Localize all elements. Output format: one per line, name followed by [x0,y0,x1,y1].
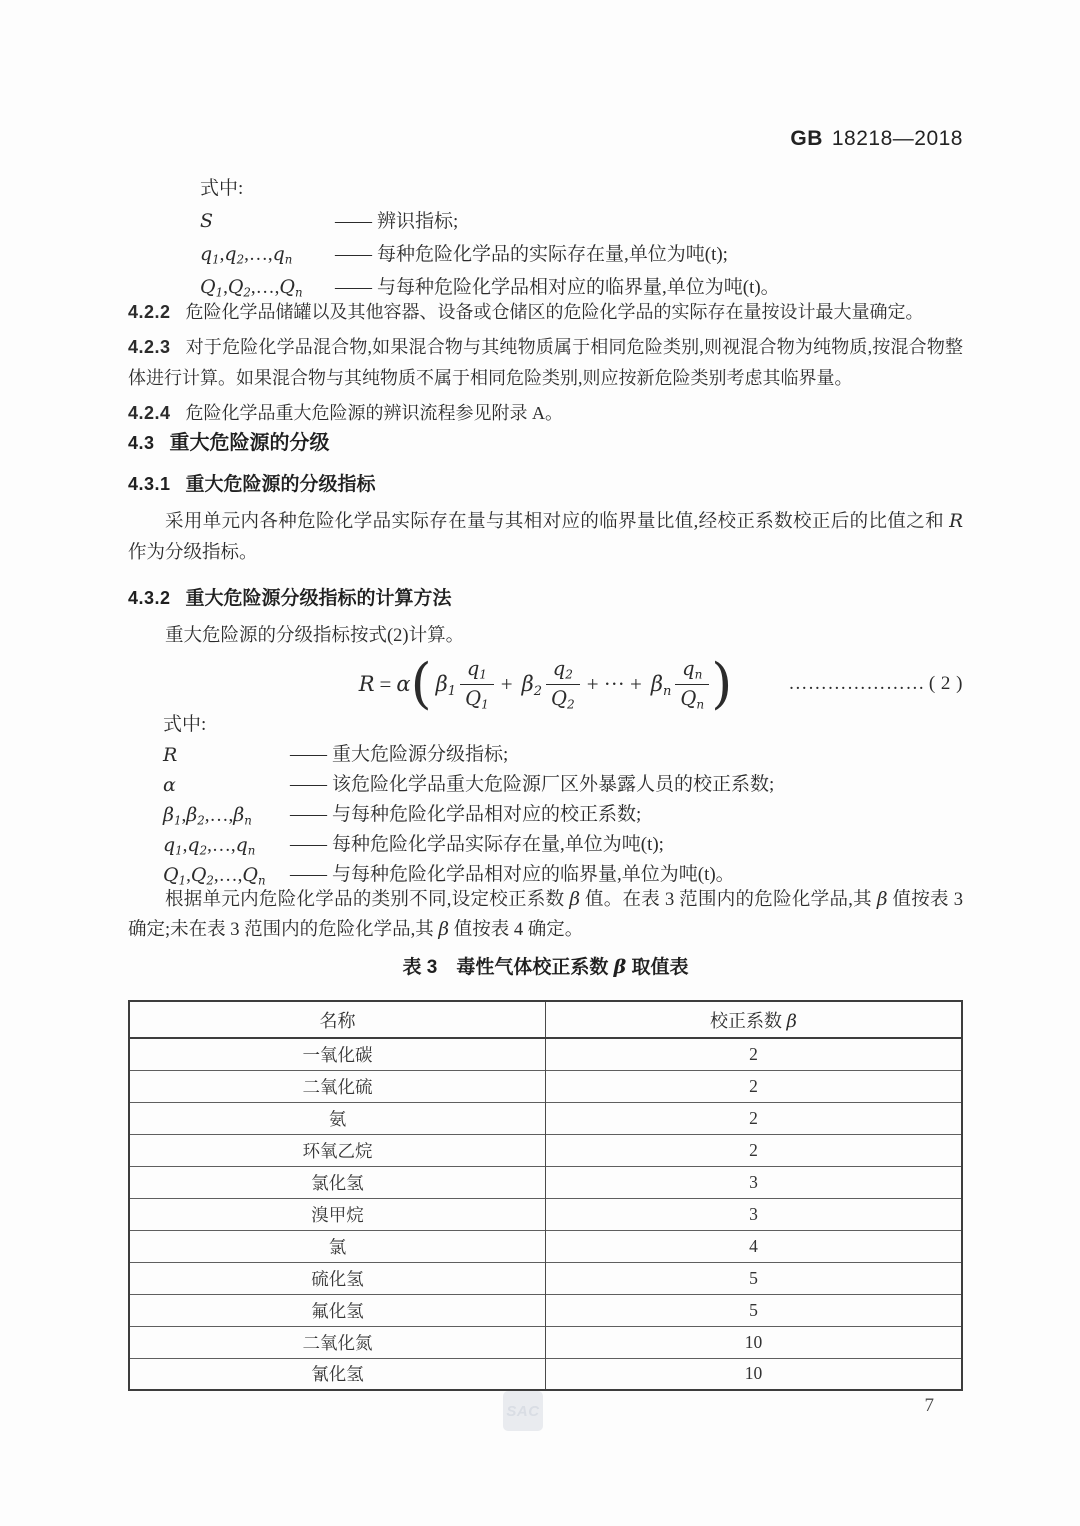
legend-desc: 与每种危险化学品相对应的校正系数; [332,804,642,825]
formula1-legend [200,172,963,304]
clause-text: 危险化学品储罐以及其他容器、设备或仓储区的危险化学品的实际存在量按设计最大量确定。 [185,302,924,322]
symbol-Q-series: $Q_1,Q_2,\dots,Q_n$ [200,276,303,300]
doc-code-number: 18218—2018 [831,127,963,150]
cell-name: 氯 [129,1230,546,1262]
table-row [129,1198,962,1230]
page-number: 7 [924,1395,934,1416]
clause-4-2-4 [128,398,963,429]
cell-beta: 3 [546,1166,963,1198]
section-heading-4-3-2 [128,583,963,610]
clauses-block [128,297,963,433]
symbol-beta-inline: β [569,889,581,910]
legend-dash: —— [335,277,371,298]
cell-name: 氯化氢 [129,1166,546,1198]
clause-text: 对于危险化学品混合物,如果混合物与其纯物质属于相同危险类别,则视混合物为纯物质,按混合物整体进行计算。如果混合物与其纯物质不属于相同危险类别,则应按新危险类别考虑其临界量。 [128,337,963,388]
equation-number-leader [788,673,963,695]
table-3-caption [128,952,963,979]
table-row [129,1326,962,1358]
cell-beta: 5 [546,1294,963,1326]
fraction-denominator: $Q_2$ [546,684,580,711]
cell-name: 氨 [129,1102,546,1134]
symbol-R-inline: R [949,511,963,532]
legend-desc: 每种危险化学品实际存在量,单位为吨(t); [332,834,664,855]
cell-beta: 2 [546,1070,963,1102]
cell-name: 二氧化硫 [129,1070,546,1102]
heading-number: 4.3 [128,433,155,453]
cdots-operator: + ··· + [586,671,642,696]
clause-text: 危险化学品重大危险源的辨识流程参见附录 A。 [185,403,564,423]
heading-title: 重大危险源分级指标的计算方法 [185,588,452,609]
watermark-badge: SAC [503,1391,543,1431]
cell-beta: 2 [546,1134,963,1166]
legend-dash: —— [290,834,326,855]
paragraph-text: 根据单元内危险化学品的类别不同,设定校正系数 [165,890,570,910]
cell-beta: 10 [546,1326,963,1358]
column-header-beta: 校正系数 β [546,1001,963,1038]
paragraph-text: 作为分级指标。 [128,543,258,563]
paragraph-text: 值按表 4 确定。 [449,920,584,940]
doc-code-prefix: GB [790,127,823,150]
legend-desc: 与每种危险化学品相对应的临界量,单位为吨(t)。 [332,864,735,885]
legend-dash: —— [290,804,326,825]
legend-desc: 与每种危险化学品相对应的临界量,单位为吨(t)。 [377,277,780,298]
alpha-coefficient: α [396,671,411,696]
cell-name: 一氧化碳 [302,1044,373,1065]
legend-dash: —— [290,774,326,795]
heading-title: 重大危险源的分级 [169,432,330,454]
cell-beta: 3 [546,1198,963,1230]
fraction-q2-Q2 [546,657,580,711]
paragraph-4-3-1 [128,506,963,569]
legend-row [163,800,963,830]
table-row [129,1038,962,1070]
heading-number: 4.3.2 [128,588,171,608]
cell-beta: 2 [546,1038,963,1070]
beta2-coefficient: $\beta_2$ [521,671,543,699]
cell-name: 氟化氢 [129,1294,546,1326]
symbol-beta-inline: β [876,889,888,910]
symbol-S: S [200,210,214,232]
legend-intro: 式中: [200,178,244,199]
formula2-legend [163,710,963,890]
table-row [129,1070,962,1102]
clause-number: 4.2.2 [128,302,171,322]
clause-number: 4.2.4 [128,403,171,423]
symbol-q-series: $q_1,q_2,\dots,q_n$ [200,243,293,267]
caption-text: 表 3 毒性气体校正系数 [402,957,614,978]
legend-intro: 式中: [163,714,207,735]
clause-number: 4.2.3 [128,337,171,357]
legend-desc: 辨识指标; [377,211,459,232]
symbol-R: R [163,744,178,766]
table-header-row [129,1001,962,1038]
legend-dash: —— [290,744,326,765]
table-row [129,1166,962,1198]
fraction-numerator: $q_n$ [682,657,703,682]
legend-row [200,238,963,271]
table-row [129,1134,962,1166]
column-header-name: 名称 [129,1001,546,1038]
legend-dash: —— [335,244,371,265]
cell-name: 硫化氢 [129,1262,546,1294]
legend-row [163,830,963,860]
fraction-numerator: $q_2$ [552,657,573,682]
plus-sign: + [500,671,513,696]
cell-name: 氰化氢 [129,1358,546,1390]
symbol-q-series: $q_1,q_2,\dots,q_n$ [163,834,256,858]
paragraph-text: 采用单元内各种危险化学品实际存在量与其相对应的临界量比值,经校正系数校正后的比值之和 [165,512,950,532]
table-row [129,1358,962,1390]
close-paren: ) [711,651,733,715]
section-heading-4-3 [128,426,963,455]
symbol-beta-inline: β [786,1010,797,1032]
table-row [129,1294,962,1326]
caption-text: 取值表 [626,957,689,978]
heading-title: 重大危险源的分级指标 [185,474,376,495]
paragraph-text: 重大危险源的分级指标按式(2)计算。 [165,626,465,646]
symbol-beta-inline: β [613,956,627,978]
table-row [129,1262,962,1294]
paragraph-beta-rule [128,885,963,945]
doc-code-header [128,127,963,151]
table-row [129,1230,962,1262]
table-3 [128,1000,963,1391]
fraction-q1-Q1 [460,657,494,711]
legend-dash: —— [290,864,326,885]
clause-4-2-3 [128,332,963,394]
fraction-denominator: $Q_1$ [460,684,494,711]
open-paren: ( [410,651,432,715]
leader-dots: ………………… [788,673,925,694]
section-heading-4-3-1 [128,469,963,496]
cell-beta: 4 [546,1230,963,1262]
cell-beta: 2 [546,1102,963,1134]
legend-desc: 该危险化学品重大危险源厂区外暴露人员的校正系数; [332,774,775,795]
legend-row [163,770,963,800]
betan-coefficient: $\beta_n$ [650,671,672,699]
cell-name: 环氧乙烷 [129,1134,546,1166]
legend-desc: 重大危险源分级指标; [332,744,509,765]
fraction-qn-Qn [675,657,709,711]
legend-row [200,205,963,238]
equals-sign: = [379,671,392,696]
formula-lhs: R [358,671,375,696]
table-row [129,1102,962,1134]
equation-number: ( 2 ) [928,673,963,694]
cell-beta: 10 [546,1358,963,1390]
symbol-Q-series: $Q_1,Q_2,\dots,Q_n$ [163,864,266,888]
clause-4-2-2 [128,297,963,328]
legend-row [163,740,963,770]
heading-number: 4.3.1 [128,474,171,494]
legend-desc: 每种危险化学品的实际存在量,单位为吨(t); [377,244,728,265]
symbol-beta-inline: β [438,919,450,940]
beta1-coefficient: $\beta_1$ [435,671,457,699]
symbol-alpha: α [163,774,176,796]
cell-name: 溴甲烷 [129,1198,546,1230]
cell-beta: 5 [546,1262,963,1294]
legend-dash: —— [335,211,371,232]
fraction-denominator: $Q_n$ [675,684,709,711]
cell-name: 二氧化氮 [129,1326,546,1358]
paragraph-text: 值。在表 3 范围内的危险化学品,其 [580,890,877,910]
symbol-beta-series: $\beta_1,\beta_2,\dots,\beta_n$ [163,804,252,828]
paragraph-text: 值按表 3 确定;未在表 3 范围内的危险化学品,其 [128,890,963,940]
fraction-numerator: $q_1$ [466,657,487,682]
